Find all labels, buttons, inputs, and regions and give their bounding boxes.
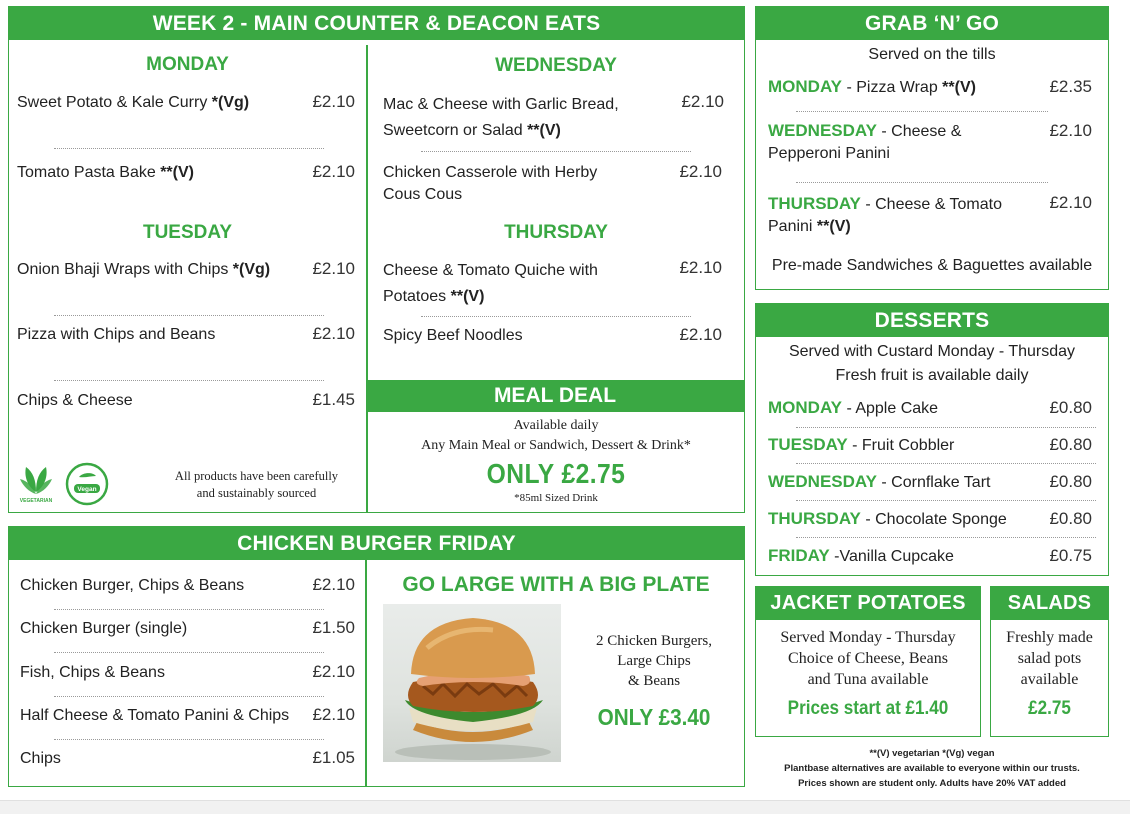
item-price: £2.35	[1049, 77, 1092, 96]
item-price: £0.80	[1049, 435, 1092, 454]
item-price: £2.10	[681, 92, 724, 111]
item-price: £2.10	[312, 705, 355, 724]
svg-text:VEGETARIAN: VEGETARIAN	[19, 498, 53, 504]
item-price: £2.10	[312, 575, 355, 594]
meal-deal-header: MEAL DEAL	[366, 380, 744, 412]
item-name: Potatoes	[383, 288, 451, 305]
dessert-item: MONDAY - Apple Cake	[768, 398, 939, 417]
tuesday-heading: TUESDAY	[142, 222, 233, 243]
dotted-separator	[54, 696, 324, 697]
item-name: Cous Cous	[383, 186, 463, 203]
vegetarian-icon	[17, 462, 55, 504]
item-name: Chips & Cheese	[17, 392, 133, 409]
menu-item: Fish, Chips & Beans	[20, 664, 165, 681]
menu-item	[383, 92, 658, 144]
dessert-item: TUESDAY - Fruit Cobbler	[768, 435, 955, 454]
item-price: £1.50	[312, 618, 355, 637]
dessert-item: WEDNESDAY - Cornflake Tart	[768, 472, 991, 491]
menu-item	[17, 390, 307, 412]
menu-item	[17, 162, 307, 184]
dietary-footnote: **(V) vegetarian *(Vg) vegan Plantbase alternatives are available to everyone within our trusts. Prices shown are student only. Adults have 20% VAT added	[784, 748, 1080, 789]
menu-item	[17, 324, 307, 346]
grab-n-go-panel	[755, 6, 1109, 290]
menu-item	[17, 92, 307, 114]
item-price: £0.75	[1049, 546, 1092, 565]
diet-tag: *(Vg)	[232, 261, 271, 278]
jacket-potatoes-price: Prices start at £1.40	[787, 698, 949, 719]
big-plate-price: ONLY £3.40	[597, 704, 711, 730]
menu-item	[17, 259, 307, 281]
sourcing-note: All products have been carefully and sustainably sourced	[174, 469, 339, 500]
go-large-heading: GO LARGE WITH A BIG PLATE	[402, 573, 710, 596]
item-price: £0.80	[1049, 398, 1092, 417]
menu-item: Chicken Burger (single)	[20, 620, 188, 637]
item-price: £2.10	[679, 325, 722, 344]
item-price: £2.10	[312, 162, 355, 181]
grab-item: THURSDAY - Cheese & Tomato Panini **(V)	[768, 194, 1002, 235]
menu-item: Chicken Burger, Chips & Beans	[20, 577, 245, 594]
dotted-separator	[421, 316, 691, 317]
dotted-separator	[54, 315, 324, 316]
jacket-potatoes-panel	[755, 586, 981, 737]
desserts-panel	[755, 303, 1109, 576]
vegan-icon	[65, 462, 109, 506]
item-name: Cheese & Tomato Quiche with	[383, 262, 598, 279]
dotted-separator	[54, 380, 324, 381]
dotted-separator	[54, 609, 324, 610]
meal-deal-description: Any Main Meal or Sandwich, Dessert & Drink*	[421, 438, 691, 453]
meal-deal-body	[368, 416, 744, 456]
dotted-separator	[796, 427, 1096, 428]
monday-heading: MONDAY	[146, 54, 229, 75]
dotted-separator	[421, 151, 691, 152]
meal-deal-availability: Available daily	[513, 418, 599, 433]
salads-panel	[990, 586, 1109, 737]
item-price: £2.10	[312, 259, 355, 278]
diet-tag: **(V)	[527, 122, 561, 139]
item-price: £0.80	[1049, 472, 1092, 491]
dotted-separator	[796, 537, 1096, 538]
item-price: £2.10	[312, 662, 355, 681]
grab-item: MONDAY - Pizza Wrap **(V)	[768, 77, 976, 96]
dessert-item: THURSDAY - Chocolate Sponge	[768, 509, 1007, 528]
desserts-custard-note: Served with Custard Monday - Thursday	[788, 343, 1076, 360]
diet-tag: *(Vg)	[211, 94, 250, 111]
burger-friday-panel	[8, 526, 745, 787]
menu-item: Chips	[20, 750, 61, 767]
item-name: Chicken Casserole with Herby	[383, 164, 598, 181]
diet-tag: **(V)	[450, 288, 485, 305]
item-price: £2.10	[679, 162, 722, 181]
burger-friday-title: CHICKEN BURGER FRIDAY	[9, 527, 744, 560]
salads-price: £2.75	[1028, 698, 1071, 719]
item-price: £2.10	[1049, 193, 1092, 212]
item-name: Sweet Potato & Kale Curry	[17, 94, 212, 111]
salads-title: SALADS	[991, 587, 1108, 620]
diet-tag: **(V)	[160, 164, 194, 181]
item-price: £2.10	[312, 92, 355, 111]
week-menu-panel	[8, 6, 745, 513]
meal-deal-price: ONLY £2.75	[486, 458, 626, 489]
item-price: £2.10	[679, 258, 722, 277]
item-price: £1.05	[312, 748, 355, 767]
item-name: Sweetcorn or Salad	[383, 122, 528, 139]
desserts-fruit-note: Fresh fruit is available daily	[835, 367, 1029, 384]
grab-item: WEDNESDAY - Cheese & Pepperoni Panini	[768, 121, 962, 162]
salads-description: Freshly made salad pots available	[1006, 629, 1093, 688]
dotted-separator	[796, 463, 1096, 464]
dessert-item: FRIDAY -Vanilla Cupcake	[768, 546, 954, 565]
burger-image	[383, 604, 561, 762]
dotted-separator	[796, 500, 1096, 501]
thursday-heading: THURSDAY	[504, 222, 608, 243]
item-price: £2.10	[312, 324, 355, 343]
item-price: £1.45	[312, 390, 355, 409]
dotted-separator	[796, 182, 1048, 183]
dotted-separator	[54, 652, 324, 653]
item-name: Mac & Cheese with Garlic Bread,	[383, 96, 619, 113]
wednesday-heading: WEDNESDAY	[495, 55, 617, 76]
scrollbar-track[interactable]	[0, 800, 1130, 814]
item-name: Tomato Pasta Bake	[17, 164, 161, 181]
item-name: Onion Bhaji Wraps with Chips	[17, 261, 233, 278]
dotted-separator	[54, 739, 324, 740]
menu-item: Half Cheese & Tomato Panini & Chips	[20, 707, 290, 724]
week-menu-title: WEEK 2 - MAIN COUNTER & DEACON EATS	[9, 7, 744, 40]
menu-item	[383, 258, 658, 310]
item-price: £0.80	[1049, 509, 1092, 528]
menu-item	[383, 162, 658, 206]
dotted-separator	[54, 148, 324, 149]
meal-deal-note: *85ml Sized Drink	[514, 492, 598, 504]
dotted-separator	[796, 111, 1048, 112]
item-name: Pizza with Chips and Beans	[17, 326, 216, 343]
grab-n-go-subtitle: Served on the tills	[868, 46, 996, 63]
item-name: Spicy Beef Noodles	[383, 327, 523, 344]
svg-text:Vegan: Vegan	[77, 486, 97, 493]
item-price: £2.10	[1049, 121, 1092, 140]
big-plate-description: 2 Chicken Burgers, Large Chips & Beans	[596, 633, 712, 689]
jacket-potatoes-title: JACKET POTATOES	[756, 587, 980, 620]
column-divider	[365, 560, 367, 786]
grab-n-go-footer: Pre-made Sandwiches & Baguettes available	[771, 257, 1093, 274]
menu-item	[383, 325, 658, 347]
jacket-potatoes-description: Served Monday - Thursday Choice of Cheese, Beans and Tuna available	[780, 629, 956, 688]
grab-n-go-title: GRAB ‘N’ GO	[756, 7, 1108, 40]
desserts-title: DESSERTS	[756, 304, 1108, 337]
